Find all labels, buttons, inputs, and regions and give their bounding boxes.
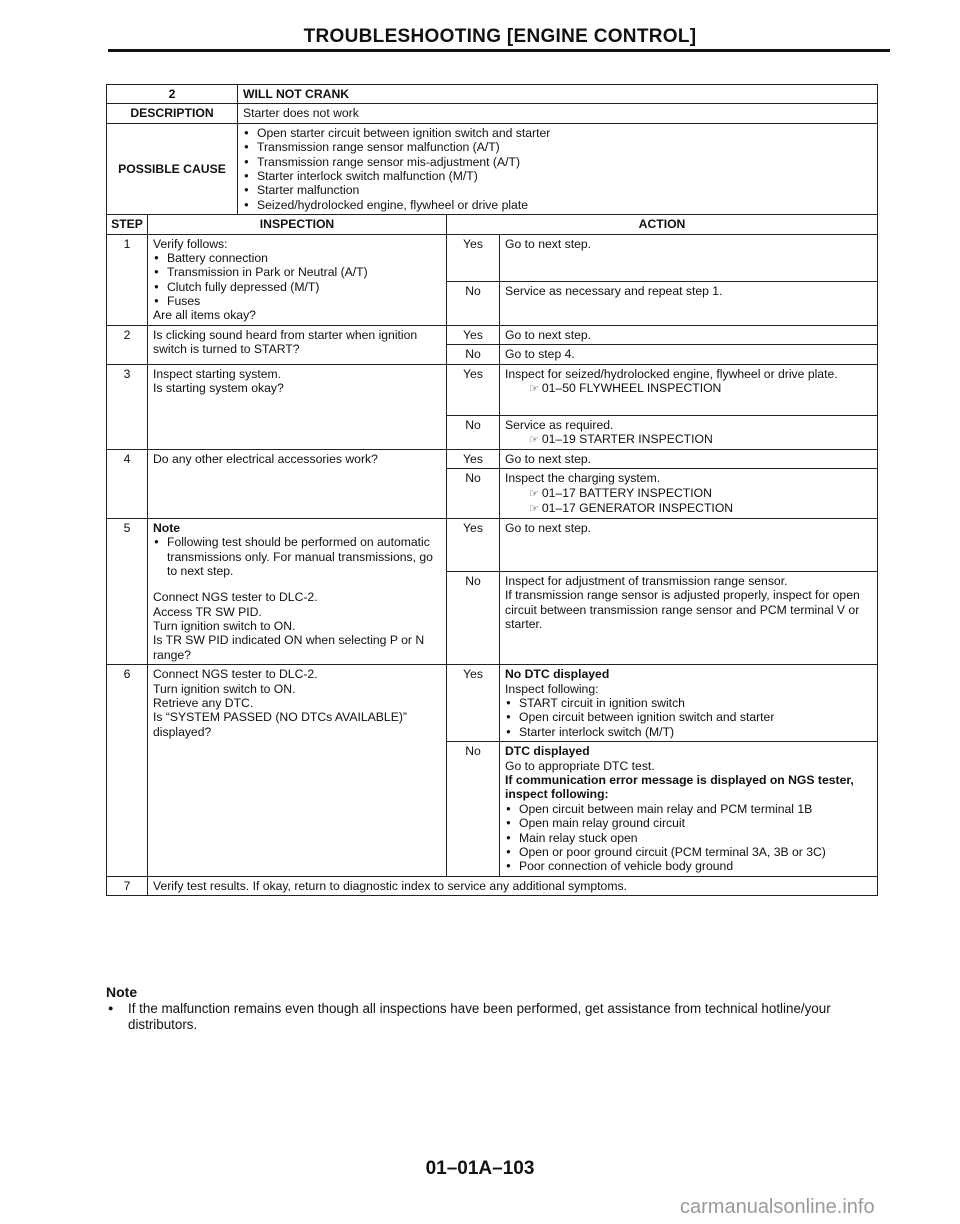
check-item: ● Open circuit between ignition switch and starter xyxy=(505,710,872,724)
manual-reference xyxy=(505,432,872,447)
step-4-no-action xyxy=(500,469,878,518)
no-label: No xyxy=(447,469,500,518)
step-2-inspection: Is clicking sound heard from starter when ignition switch is turned to START? xyxy=(148,325,447,364)
cause-item: ● Transmission range sensor malfunction (A/T) xyxy=(243,140,872,154)
no-label: No xyxy=(447,571,500,665)
step-6-yes-action xyxy=(500,665,878,742)
step-6-line: Connect NGS tester to DLC-2. xyxy=(153,667,318,682)
step-5-line: Is TR SW PID indicated ON when selecting P or N range? xyxy=(153,633,425,662)
manual-reference xyxy=(505,381,872,396)
no-label: No xyxy=(447,415,500,449)
step-1-inspection xyxy=(148,234,447,325)
reference-text: 01–17 GENERATOR INSPECTION xyxy=(541,500,734,515)
step-3-yes-action xyxy=(500,364,878,415)
procedure-header-table xyxy=(106,84,878,215)
cause-item: ● Transmission range sensor mis-adjustment (A/T) xyxy=(243,155,872,169)
step-1-lead: Verify follows: xyxy=(153,236,228,251)
reference-text: 01–19 STARTER INSPECTION xyxy=(541,432,713,447)
step-6-line: Turn ignition switch to ON. xyxy=(153,681,296,696)
footer-note xyxy=(106,984,866,1033)
footer-note-text: ● If the malfunction remains even though all inspections have been performed, get assistance from technical hotline/your distributors. xyxy=(106,1001,866,1033)
step-6-line: Retrieve any DTC. xyxy=(153,696,254,711)
step-5-no-text: Inspect for adjustment of transmission range sensor. xyxy=(505,573,788,588)
action-column-header: ACTION xyxy=(447,215,878,234)
procedure-number: 2 xyxy=(107,85,238,104)
step-5-no-action xyxy=(500,571,878,665)
step-3-inspection xyxy=(148,364,447,449)
reference-arrow-icon: ☞ xyxy=(529,502,539,515)
reference-arrow-icon: ☞ xyxy=(529,383,539,396)
page-title: TROUBLESHOOTING [ENGINE CONTROL] xyxy=(303,26,697,47)
step-6-yes-lead: Inspect following: xyxy=(505,681,599,696)
no-label: No xyxy=(447,742,500,877)
step-6-no-bold: If communication error message is displayed on NGS tester, inspect following: xyxy=(505,772,854,802)
step-5-line: Turn ignition switch to ON. xyxy=(153,619,296,634)
check-item: ● Fuses xyxy=(153,294,441,308)
description-text: Starter does not work xyxy=(238,104,878,123)
step-number: 7 xyxy=(107,876,148,895)
check-item: ● Poor connection of vehicle body ground xyxy=(505,859,872,873)
step-4-yes-action: Go to next step. xyxy=(500,450,878,469)
yes-label: Yes xyxy=(447,665,500,742)
step-6-no-lead: Go to appropriate DTC test. xyxy=(505,758,655,773)
step-1-yes-action: Go to next step. xyxy=(500,234,878,282)
step-5-note-text: ● Following test should be performed on automatic transmissions only. For manual transmissions, go to next step. xyxy=(153,535,441,578)
manual-reference xyxy=(505,501,872,516)
check-item: ● Main relay stuck open xyxy=(505,831,872,845)
check-item: ● Open or poor ground circuit (PCM terminal 3A, 3B or 3C) xyxy=(505,845,872,859)
step-column-header: STEP xyxy=(107,215,148,234)
inspection-column-header: INSPECTION xyxy=(148,215,447,234)
check-item: ● Transmission in Park or Neutral (A/T) xyxy=(153,265,441,279)
cause-item: ● Open starter circuit between ignition switch and starter xyxy=(243,126,872,140)
troubleshooting-sheet xyxy=(106,84,878,896)
step-number: 5 xyxy=(107,518,148,665)
reference-arrow-icon: ☞ xyxy=(529,487,539,500)
step-5-inspection xyxy=(148,518,447,665)
check-item: ● Open main relay ground circuit xyxy=(505,816,872,830)
title-rule xyxy=(108,49,890,52)
step-1-no-action: Service as necessary and repeat step 1. xyxy=(500,282,878,326)
step-6-no-action xyxy=(500,742,878,877)
step-number: 6 xyxy=(107,665,148,876)
check-item: ● Battery connection xyxy=(153,251,441,265)
step-number: 3 xyxy=(107,364,148,449)
possible-cause-label: POSSIBLE CAUSE xyxy=(107,123,238,214)
footer-note-title: Note xyxy=(106,984,138,1000)
cause-item: ● Seized/hydrolocked engine, flywheel or drive plate xyxy=(243,198,872,212)
reference-text: 01–17 BATTERY INSPECTION xyxy=(541,485,712,500)
page-number: 01–01A–103 xyxy=(425,1158,535,1179)
step-5-no-text: If transmission range sensor is adjusted properly, inspect for open circuit between transmission range sensor and PCM terminal V or starter. xyxy=(505,588,860,631)
check-item: ● Clutch fully depressed (M/T) xyxy=(153,280,441,294)
reference-arrow-icon: ☞ xyxy=(529,434,539,447)
step-7-text: Verify test results. If okay, return to diagnostic index to service any additional symptoms. xyxy=(148,876,878,895)
possible-cause-list xyxy=(243,126,872,212)
step-6-yes-list xyxy=(505,696,872,739)
step-5-note-list xyxy=(153,535,441,578)
yes-label: Yes xyxy=(447,234,500,282)
step-number: 4 xyxy=(107,450,148,519)
cause-item: ● Starter interlock switch malfunction (M/T) xyxy=(243,169,872,183)
step-5-line: Connect NGS tester to DLC-2. xyxy=(153,590,318,605)
procedure-name: WILL NOT CRANK xyxy=(238,85,878,104)
step-4-no-text: Inspect the charging system. xyxy=(505,471,661,486)
step-3-line: Is starting system okay? xyxy=(153,381,284,396)
step-5-line: Access TR SW PID. xyxy=(153,604,262,619)
spacer xyxy=(153,578,441,590)
manual-reference xyxy=(505,486,872,501)
steps-table xyxy=(106,214,878,896)
step-1-items xyxy=(153,251,441,309)
step-number: 1 xyxy=(107,234,148,325)
step-1-question: Are all items okay? xyxy=(153,308,256,323)
possible-cause-cell xyxy=(238,123,878,214)
yes-label: Yes xyxy=(447,518,500,571)
step-6-inspection xyxy=(148,665,447,876)
step-6-no-title: DTC displayed xyxy=(505,744,590,759)
check-item: ● Starter interlock switch (M/T) xyxy=(505,725,872,739)
step-5-note-title: Note xyxy=(153,520,181,535)
step-3-yes-text: Inspect for seized/hydrolocked engine, flywheel or drive plate. xyxy=(505,366,838,381)
yes-label: Yes xyxy=(447,450,500,469)
watermark: carmanualsonline.info xyxy=(680,1196,875,1218)
description-label: DESCRIPTION xyxy=(107,104,238,123)
check-item: ● Open circuit between main relay and PCM terminal 1B xyxy=(505,802,872,816)
cause-item: ● Starter malfunction xyxy=(243,183,872,197)
reference-text: 01–50 FLYWHEEL INSPECTION xyxy=(541,381,722,396)
step-3-line: Inspect starting system. xyxy=(153,366,282,381)
no-label: No xyxy=(447,282,500,326)
check-item: ● START circuit in ignition switch xyxy=(505,696,872,710)
step-6-line: Is “SYSTEM PASSED (NO DTCs AVAILABLE)” displayed? xyxy=(153,710,407,739)
step-6-yes-title: No DTC displayed xyxy=(505,667,610,682)
step-6-no-list xyxy=(505,802,872,874)
step-number: 2 xyxy=(107,325,148,364)
step-3-no-action xyxy=(500,415,878,449)
yes-label: Yes xyxy=(447,325,500,344)
no-label: No xyxy=(447,345,500,364)
step-5-yes-action: Go to next step. xyxy=(500,518,878,571)
yes-label: Yes xyxy=(447,364,500,415)
step-3-no-text: Service as required. xyxy=(505,417,614,432)
step-2-no-action: Go to step 4. xyxy=(500,345,878,364)
step-4-inspection: Do any other electrical accessories work? xyxy=(148,450,447,519)
step-2-yes-action: Go to next step. xyxy=(500,325,878,344)
